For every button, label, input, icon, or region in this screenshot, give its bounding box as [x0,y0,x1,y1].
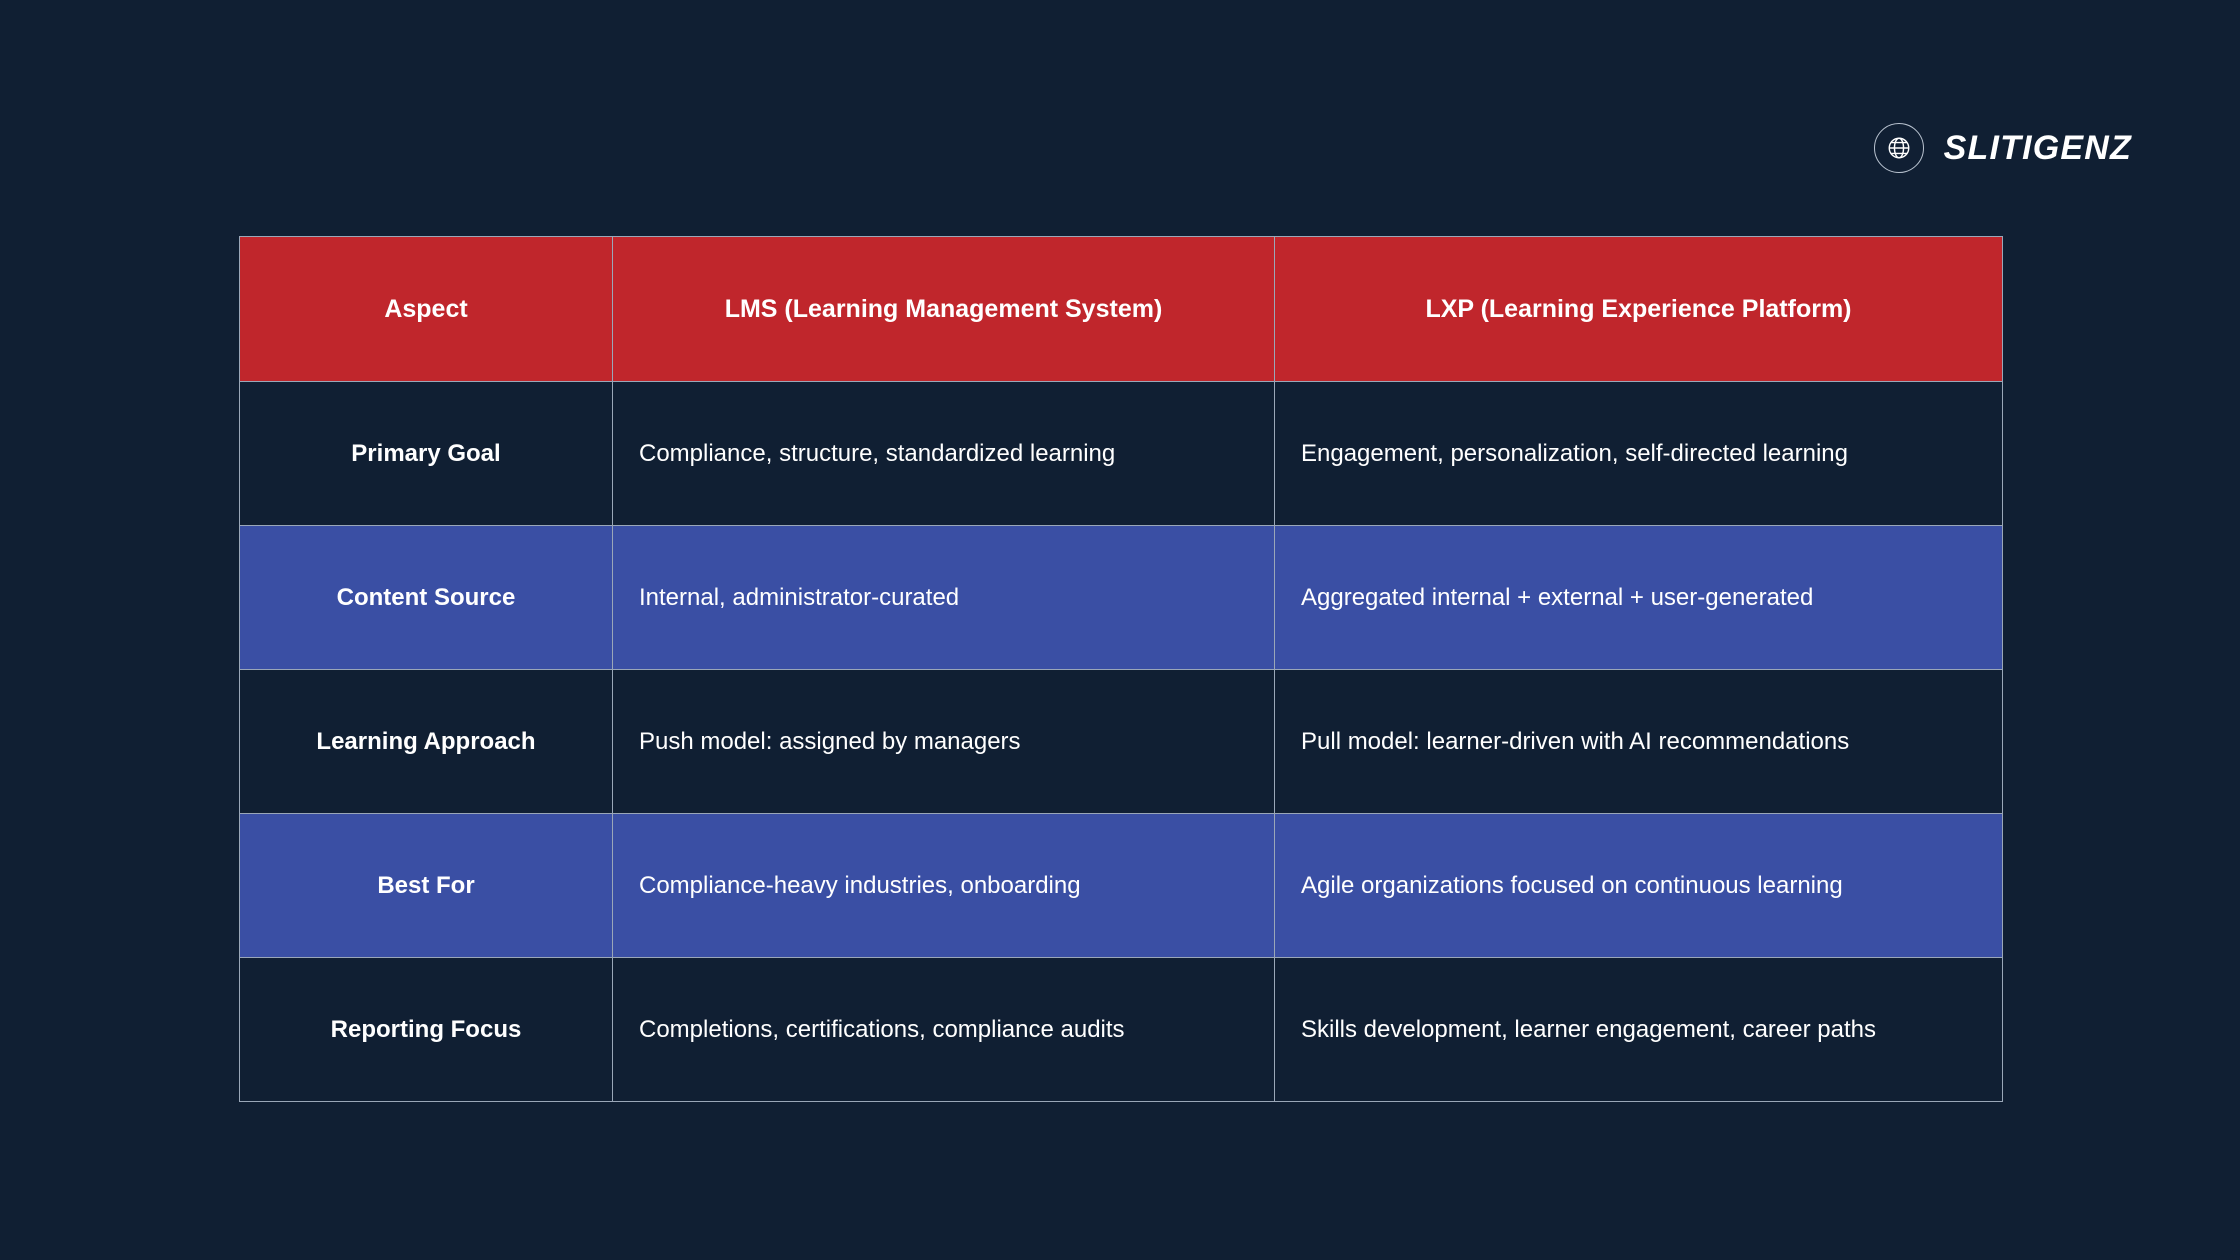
cell-lms: Compliance, structure, standardized learning [613,382,1275,526]
table-row [240,526,2003,670]
cell-aspect: Best For [240,814,613,958]
table-row [240,814,2003,958]
cell-lms: Completions, certifications, compliance audits [613,958,1275,1102]
comparison-table-container [239,236,2002,1102]
table-header-row [240,237,2003,382]
table-row [240,382,2003,526]
cell-lxp: Pull model: learner-driven with AI recommendations [1275,670,2003,814]
column-header-aspect: Aspect [240,237,613,382]
column-header-lms: LMS (Learning Management System) [613,237,1275,382]
cell-aspect: Primary Goal [240,382,613,526]
cell-lxp: Agile organizations focused on continuous learning [1275,814,2003,958]
cell-aspect: Learning Approach [240,670,613,814]
brand-name: SLITIGENZ [1943,128,2132,167]
cell-lms: Compliance-heavy industries, onboarding [613,814,1275,958]
cell-lxp: Aggregated internal + external + user-generated [1275,526,2003,670]
cell-lms: Internal, administrator-curated [613,526,1275,670]
cell-lxp: Skills development, learner engagement, career paths [1275,958,2003,1102]
column-header-lxp: LXP (Learning Experience Platform) [1275,237,2003,382]
cell-aspect: Reporting Focus [240,958,613,1102]
comparison-table [239,236,2003,1102]
table-row [240,670,2003,814]
cell-lxp: Engagement, personalization, self-directed learning [1275,382,2003,526]
cell-lms: Push model: assigned by managers [613,670,1275,814]
table-row [240,958,2003,1102]
globe-icon [1874,123,1924,173]
cell-aspect: Content Source [240,526,613,670]
brand-lockup [1874,123,2132,173]
